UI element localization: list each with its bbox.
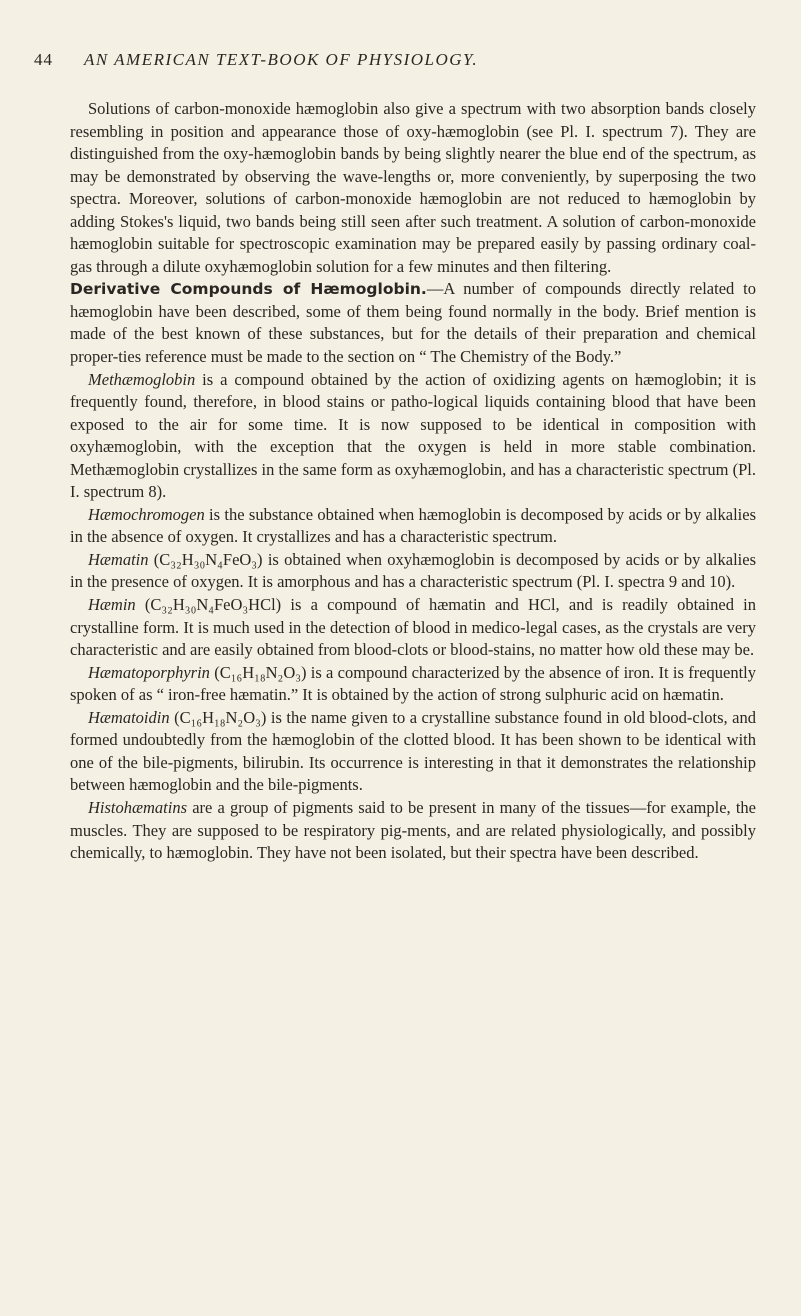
text-haematoidin: is the name given to a crystalline substance found in old blood-clots, and formed undoubtedly from the hæmoglobin of the clotted blood. It has been shown to be identical with one of the bile-pigments, bilirubin. Its occurrence is interesting in that it demonstrates the relationship between hæmoglobin and the bile-pigments. bbox=[70, 707, 756, 795]
body-text bbox=[70, 98, 756, 865]
term-haematoporphyrin: Hæmatoporphyrin bbox=[88, 662, 210, 682]
paragraph-haemin bbox=[70, 594, 756, 662]
term-histohaematins: Histohæmatins bbox=[88, 797, 188, 817]
text-haemin: is a compound of hæmatin and HCl, and is readily obtained in crystalline form. It is much used in the detection of blood in medico-legal cases, as the crystals are very characteristic and are easily obtained from blood-clots or blood-stains, no matter how old these may be. bbox=[70, 595, 756, 660]
term-haemochromogen: Hæmochromogen bbox=[88, 504, 205, 524]
text-haematoporphyrin: is a compound characterized by the absence of iron. It is frequently spoken of as “ iron-free hæmatin.” It is obtained by the action of strong sulphuric acid on hæmatin. bbox=[70, 662, 757, 705]
running-title: AN AMERICAN TEXT-BOOK OF PHYSIOLOGY. bbox=[84, 50, 479, 69]
formula-haemin: (C₃₂H₃₀N₄FeO₃HCl) bbox=[144, 595, 282, 615]
text-methaemoglobin: is a compound obtained by the action of oxidizing agents on hæmoglobin; it is frequently found, therefore, in blood stains or patho-logical liquids containing blood that have been exposed to the air for some time. It is now supposed to be identical in composition with oxyhæmoglobin, with the exception that the oxygen is held in more stable combination. Methæmoglobin crystallizes in the same form as oxyhæmoglobin, and has a characteristic spectrum (Pl. I. spectrum 8). bbox=[70, 369, 756, 502]
paragraph-haematoidin bbox=[70, 707, 756, 797]
term-haematin: Hæmatin bbox=[88, 549, 149, 569]
paragraph-derivative-compounds bbox=[70, 278, 756, 368]
paragraph-carbon-monoxide: Solutions of carbon-monoxide hæmoglobin also give a spectrum with two absorption bands closely resembling in position and appearance those of oxy-hæmoglobin (see Pl. I. spectrum 7). They are distinguished from the oxy-hæmoglobin bands by being slightly nearer the blue end of the spectrum, as may be demonstrated by observing the wave-lengths or, more conveniently, by superposing the two spectra. Moreover, solutions of carbon-monoxide hæmoglobin are not reduced to hæmoglobin by adding Stokes's liquid, two bands being still seen after such treatment. A solution of carbon-monoxide hæmoglobin suitable for spectroscopic examination may be prepared easily by passing ordinary coal-gas through a dilute oxyhæmoglobin solution for a few minutes and then filtering. bbox=[70, 99, 756, 276]
term-methaemoglobin: Methæmoglobin bbox=[88, 369, 196, 389]
formula-haematoporphyrin: (C₁₆H₁₈N₂O₃) bbox=[214, 662, 307, 682]
formula-haematoidin: (C₁₆H₁₈N₂O₃) bbox=[174, 707, 267, 727]
section-heading: Derivative Compounds of Hæmoglobin. bbox=[70, 280, 427, 299]
paragraph-histohaematins bbox=[70, 797, 756, 865]
page-number: 44 bbox=[34, 50, 53, 69]
term-haematoidin: Hæmatoidin bbox=[88, 707, 170, 727]
paragraph-methaemoglobin bbox=[70, 369, 756, 504]
term-haemin: Hæmin bbox=[88, 595, 136, 615]
formula-haematin: (C₃₂H₃₀N₄FeO₃) bbox=[153, 549, 263, 569]
section-intro-text: —A number of compounds directly related to hæmoglobin have been described, some of them being found normally in the body. Brief mention is made of the best known of these substances, but for the details of their preparation and chemical proper-ties reference must be made to the section on “ The Chemistry of the Body.” bbox=[70, 279, 757, 367]
paragraph-haematoporphyrin bbox=[70, 662, 756, 707]
text-haemochromogen: is the substance obtained when hæmoglobin is decomposed by acids or by alkalies in the absence of oxygen. It crystallizes and has a characteristic spectrum. bbox=[70, 504, 756, 547]
paragraph-haematin bbox=[70, 549, 756, 594]
text-haematin: is obtained when oxyhæmoglobin is decomposed by acids or by alkalies in the presence of oxygen. It is amorphous and has a characteristic spectrum (Pl. I. spectra 9 and 10). bbox=[70, 549, 756, 592]
text-histohaematins: are a group of pigments said to be present in many of the tissues—for example, the muscles. They are supposed to be respiratory pig-ments, and are related physiologically, and possibly chemically, to hæmoglobin. They have not been isolated, but their spectra have been described. bbox=[70, 797, 756, 863]
paragraph-haemochromogen bbox=[70, 504, 756, 549]
